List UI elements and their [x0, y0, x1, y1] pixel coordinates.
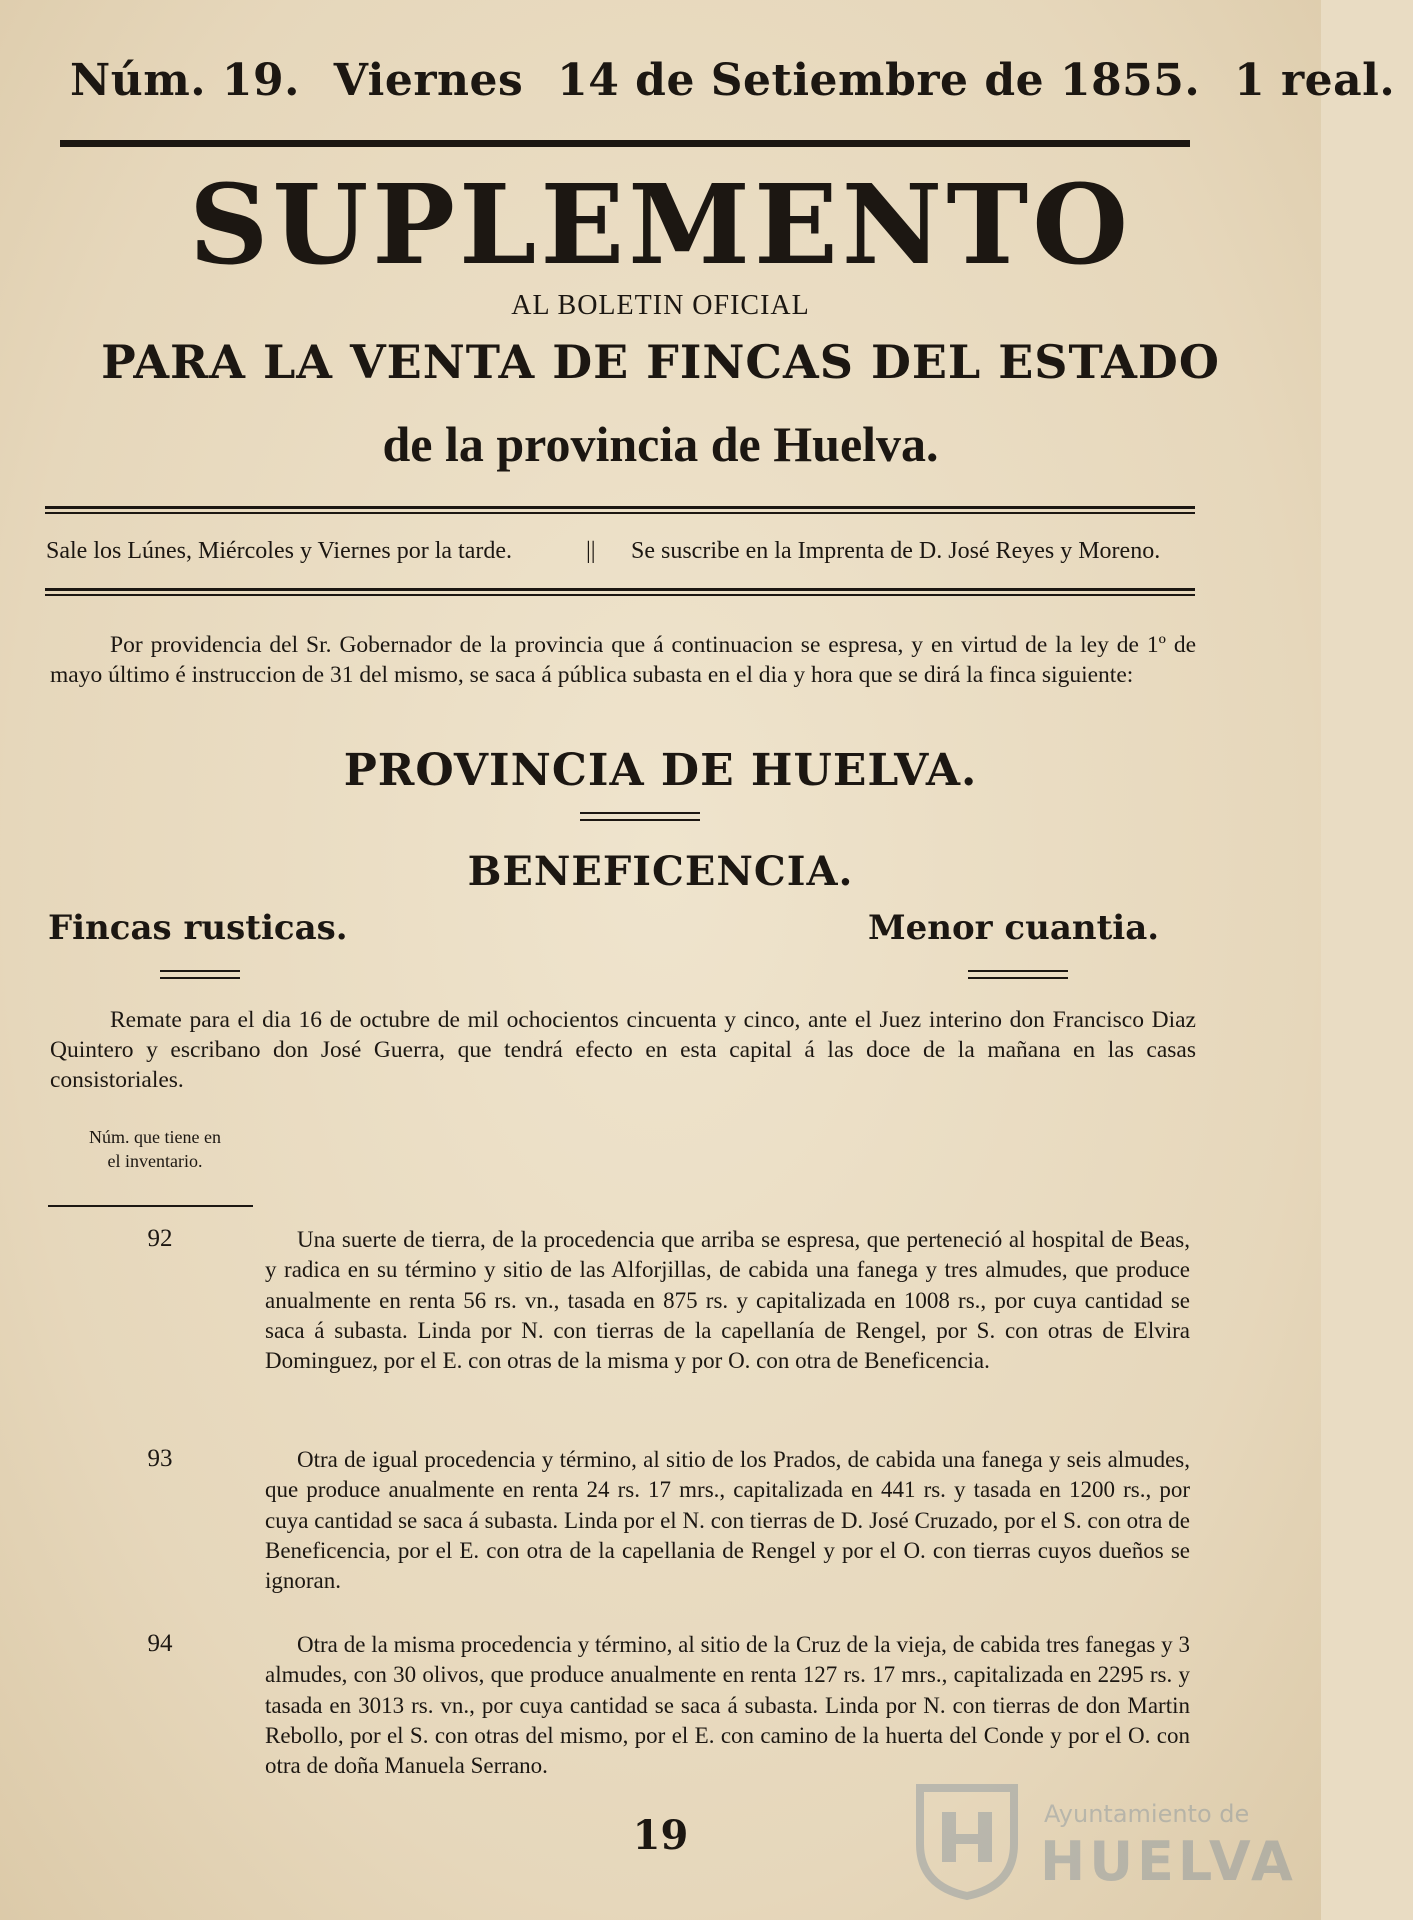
entry-text: Otra de igual procedencia y término, al sitio de los Prados, de cabida una fanega y seis almudes, que produce anualmente en renta 24 rs. 17 mrs., capitalizada en 441 rs. y tasada en 1200 rs., por cuya cantidad se saca á subasta. Linda por el N. con tierras de D. José Cruzado, por el S. con otra de Beneficencia, por el E. con otra de la capellania de Rengel y por el O. con tierras cuyos dueños se ignoran. — [265, 1447, 1190, 1594]
inventory-header — [55, 1125, 255, 1173]
publication-subscription: Se suscribe en la Imprenta de D. José Reyes y Moreno. — [631, 538, 1161, 564]
subtitle-boletin: AL BOLETIN OFICIAL — [511, 290, 810, 321]
inventory-header-line2: el inventario. — [107, 1151, 203, 1171]
divider-bottom — [45, 588, 1195, 596]
subtitle-provincia: de la provincia de Huelva. — [382, 416, 939, 472]
city-shield-icon — [912, 1782, 1022, 1900]
watermark-line2: HUELVA — [1040, 1830, 1297, 1893]
entry-text: Otra de la misma procedencia y término, al sitio de la Cruz de la vieja, de cabida tres fanegas y 3 almudes, con 30 olivos, que produce anualmente en renta 127 rs. 17 mrs., capitalizada en 2295 rs. y tasada en 3013 rs. vn., por cuya cantidad se saca á subasta. Linda por N. con tierras de don Martin Rebollo, por el S. con otras del mismo, por el E. con camino de la huerta del Conde y por el O. con otra de doña Manuela Serrano. — [265, 1632, 1190, 1779]
page-number: 19 — [632, 1812, 689, 1859]
page-title: SUPLEMENTO — [188, 160, 1133, 289]
issue-price: 1 real. — [1234, 55, 1396, 106]
issue-day: Viernes — [333, 55, 524, 106]
entry-number: 93 — [147, 1445, 173, 1472]
inventory-rule — [48, 1205, 253, 1207]
publication-separator: || — [586, 538, 596, 564]
auction-paragraph: Remate para el dia 16 de octubre de mil ochocientos cincuenta y cinco, ante el Juez interino don Francisco Diaz Quintero y escribano don José Guerra, que tendrá efecto en esta capital á las doce de la mañana en las casas consistoriales. — [50, 1007, 1196, 1093]
subtitle-venta-fincas: PARA LA VENTA DE FINCAS DEL ESTADO — [101, 335, 1220, 389]
section-divider — [580, 812, 700, 821]
archive-watermark — [912, 1782, 1297, 1902]
entry-text: Una suerte de tierra, de la procedencia que arriba se espresa, que perteneció al hospital de Beas, y radica en su término y sitio de las Alforjillas, de cabida una fanega y tres almudes, que produce anualmente en renta 56 rs. vn., tasada en 875 rs. y capitalizada en 1008 rs., por cuya cantidad se saca á subasta. Linda por N. con tierras de la capellanía de Rengel, por S. con otras de Elvira Dominguez, por el E. con otras de la misma y por O. con otra de Beneficencia. — [265, 1227, 1190, 1374]
masthead-rule — [60, 140, 1190, 147]
entry-number: 92 — [147, 1225, 173, 1252]
fincas-label: Fincas rusticas. — [48, 908, 348, 948]
watermark-line1: Ayuntamiento de — [1044, 1800, 1250, 1828]
cuantia-divider — [968, 970, 1068, 979]
divider-top — [45, 506, 1195, 514]
publication-schedule: Sale los Lúnes, Miércoles y Viernes por la tarde. — [46, 538, 512, 564]
entry-number: 94 — [147, 1630, 173, 1657]
category-title: BENEFICENCIA. — [467, 848, 854, 895]
intro-paragraph: Por providencia del Sr. Gobernador de la provincia que á continuacion se espresa, y en virtud de la ley de 1º de mayo último é instruccion de 31 del mismo, se saca á pública subasta en el dia y hora que se dirá la finca siguiente: — [50, 632, 1196, 688]
issue-date: 14 de Setiembre de 1855. — [557, 55, 1201, 106]
section-title: PROVINCIA DE HUELVA. — [343, 745, 978, 796]
fincas-divider — [160, 970, 240, 979]
inventory-header-line1: Núm. que tiene en — [89, 1127, 221, 1147]
issue-number: Núm. 19. — [70, 55, 300, 106]
cuantia-label: Menor cuantia. — [868, 908, 1160, 948]
masthead — [70, 55, 1396, 106]
